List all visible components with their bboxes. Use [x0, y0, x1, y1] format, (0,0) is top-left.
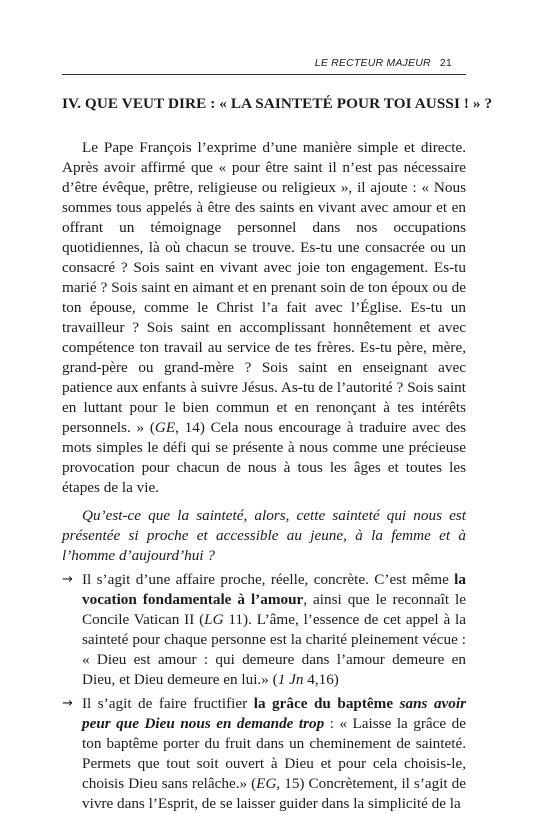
paragraph-text-continued: , 14) Cela nous encourage à traduire avec des mots simples le défi qui se présente à nous comme une précieuse provocation pour chacun de nous à tous les âges et toutes les étapes de la vie.: [62, 419, 466, 496]
citation-ref: EG: [256, 775, 277, 792]
bullet-text: [82, 570, 466, 690]
bullet-emphasis: la grâce du baptême: [253, 695, 394, 712]
paragraph-text: Le Pape François l’exprime d’une manière simple et directe. Après avoir affirmé que « pour être saint il n’est pas nécessaire d’être évêque, prêtre, religieuse ou religieux », il ajoute : « Nous sommes tous appelés à être des saints en vivant avec amour et en offrant un témoignage personnel dans nos occupations quotidiennes, là où chacun se trouve. Es-tu une consacrée ou un consacré ? Sois saint en vivant avec joie ton engagement. Es-tu marié ? Sois saint en aimant et en prenant soin de ton époux ou de ton épouse, comme le Christ l’a fait avec l’Église. Es-tu un travailleur ? Sois saint en accomplissant honnêtement et avec compétence ton travail au service de tes frères. Es-tu père, mère, grand-père ou grand-mère ? Sois saint en enseignant avec patience aux enfants à suivre Jésus. As-tu de l’autorité ? Sois saint en luttant pour le bien commun et en renonçant à tes intérêts personnels. » (: [62, 139, 466, 436]
running-header: [62, 56, 452, 70]
citation-ref: GE: [154, 419, 176, 436]
bullet-text-part: , 15) Concrètement, il s’agit de vivre dans l’Esprit, de se laisser guider dans la simplicité de la: [82, 775, 466, 812]
section-title: IV. QUE VEUT DIRE : « LA SAINTETÉ POUR TOI AUSSI ! » ?: [62, 95, 493, 112]
header-rule: [62, 74, 466, 75]
page-number: 21: [439, 57, 452, 69]
bullet-text-part: Il s’agit de faire fructifier: [82, 695, 254, 712]
bullet-text-part: , ainsi que le reconnaît le Concile Vatican II (: [82, 591, 466, 628]
arrow-right-icon: →: [62, 696, 73, 711]
bullet-emphasis-italic: sans avoir peur que Dieu nous en demande trop: [82, 695, 467, 732]
page-body: [62, 94, 493, 814]
paragraph-intro: [62, 138, 466, 498]
bullet-text-part: Il s’agit d’une affaire proche, réelle, concrète. C’est même: [82, 571, 455, 588]
bullet-text-part: 11). L’âme, l’essence de cet appel à la sainteté pour chaque personne est la charité pleinement vécue : « Dieu est amour : qui demeure dans l’amour demeure en Dieu, et Dieu demeure en lui.» (: [82, 611, 466, 688]
bullet-text-part: : « Laisse la grâce de ton baptême porter du fruit dans un cheminement de sainteté. Permets que tout soit ouvert à Dieu et pour cela choisis-le, choisis Dieu sans relâche.» (: [82, 715, 466, 792]
bullet-item-baptism: [62, 694, 466, 814]
citation-ref: LG: [204, 611, 224, 628]
citation-ref: 1 Jn: [277, 671, 304, 688]
bullet-text-part: 4,16): [303, 671, 339, 688]
bullet-emphasis: la vocation fondamentale à l’amour: [82, 571, 466, 608]
running-title: LE RECTEUR MAJEUR: [314, 57, 431, 69]
bullet-text: [82, 694, 466, 814]
bullet-item-love: [62, 570, 466, 690]
arrow-right-icon: →: [62, 572, 73, 587]
question-paragraph: Qu’est-ce que la sainteté, alors, cette sainteté qui nous est présentée si proche et accessible au jeune, à la femme et à l’homme d’aujourd’hui ?: [62, 507, 466, 564]
